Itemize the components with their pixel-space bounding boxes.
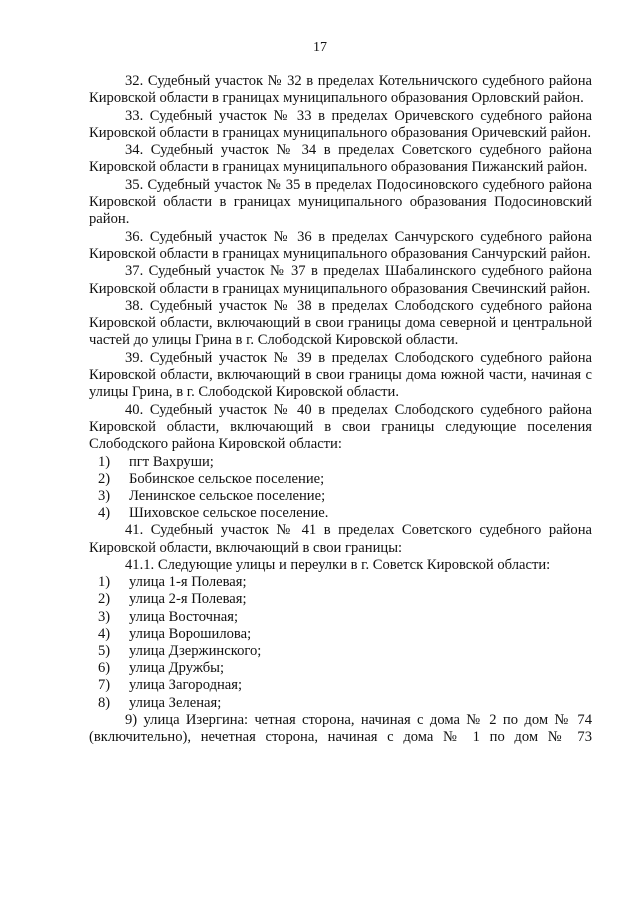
paragraph: 41. Судебный участок № 41 в пределах Советского судебного района Кировской области, включающий в свои границы: <box>89 522 592 556</box>
paragraph: 32. Судебный участок № 32 в пределах Котельничского судебного района Кировской области в границах муниципального образования Орловский район. <box>89 73 592 107</box>
list-item-text: улица Восточная; <box>129 608 239 625</box>
list-item-number: 2) <box>98 591 111 608</box>
list-item <box>89 626 592 643</box>
paragraph: 33. Судебный участок № 33 в пределах Оричевского судебного района Кировской области в границах муниципального образования Оричевский район. <box>89 107 592 141</box>
paragraph: 9) улица Изергина: четная сторона, начиная с дома № 2 по дом № 74 (включительно), нечетная сторона, начиная с дома № 1 по дом № 73 <box>89 711 592 746</box>
paragraph: 38. Судебный участок № 38 в пределах Слободского судебного района Кировской области, включающий в свои границы дома северной и центральной частей до улицы Грина в г. Слободской Кировской области. <box>89 297 592 349</box>
list-item-number: 8) <box>98 694 111 711</box>
list-item <box>89 591 592 608</box>
paragraph: 34. Судебный участок № 34 в пределах Советского судебного района Кировской области в границах муниципального образования Пижанский район. <box>89 142 592 176</box>
list-item-number: 4) <box>98 505 111 522</box>
list-item-text: улица Зеленая; <box>129 694 222 711</box>
list-item-text: пгт Вахруши; <box>129 453 214 470</box>
list-item <box>89 660 592 677</box>
list-item <box>89 677 592 694</box>
list-item-text: улица Загородная; <box>129 677 243 694</box>
list-item <box>89 454 592 471</box>
list-item <box>89 488 592 505</box>
list-item-text: улица Дружбы; <box>129 660 225 677</box>
paragraph: 41.1. Следующие улицы и переулки в г. Советск Кировской области: <box>125 556 551 573</box>
list-item-number: 7) <box>98 677 111 694</box>
list-item-text: Ленинское сельское поселение; <box>129 487 326 504</box>
list-item-text: улица Ворошилова; <box>129 625 252 642</box>
list-item-number: 6) <box>98 660 111 677</box>
paragraph: 37. Судебный участок № 37 в пределах Шабалинского судебного района Кировской области в границах муниципального образования Свечинский район. <box>89 263 592 297</box>
list-item-number: 1) <box>98 453 111 470</box>
list-item-number: 2) <box>98 470 111 487</box>
list-item-number: 3) <box>98 487 111 504</box>
list-item <box>89 643 592 660</box>
list-item-text: Бобинское сельское поселение; <box>129 470 325 487</box>
list-item <box>89 505 592 522</box>
list-item <box>89 574 592 591</box>
list-item-text: улица 2-я Полевая; <box>129 591 247 608</box>
list-item-number: 3) <box>98 608 111 625</box>
paragraph: 39. Судебный участок № 39 в пределах Слободского судебного района Кировской области, включающий в свои границы дома южной части, начиная с улицы Грина, в г. Слободской Кировской области. <box>89 349 592 401</box>
list-item-number: 1) <box>98 574 111 591</box>
list-item-number: 5) <box>98 643 111 660</box>
page-number: 17 <box>313 40 327 55</box>
list-item-text: Шиховское сельское поселение. <box>129 505 329 522</box>
paragraph: 40. Судебный участок № 40 в пределах Слободского судебного района Кировской области, включающий в свои границы следующие поселения Слободского района Кировской области: <box>89 401 592 453</box>
paragraph: 36. Судебный участок № 36 в пределах Санчурского судебного района Кировской области в границах муниципального образования Санчурский район. <box>89 228 592 262</box>
document-body <box>89 73 592 746</box>
list-item <box>89 471 592 488</box>
list-item <box>89 695 592 712</box>
list-item-text: улица Дзержинского; <box>129 643 262 660</box>
list-item-number: 4) <box>98 625 111 642</box>
list-item <box>89 609 592 626</box>
list-item-text: улица 1-я Полевая; <box>129 574 247 591</box>
paragraph: 35. Судебный участок № 35 в пределах Подосиновского судебного района Кировской области в границах муниципального образования Подосиновский район. <box>89 176 592 228</box>
